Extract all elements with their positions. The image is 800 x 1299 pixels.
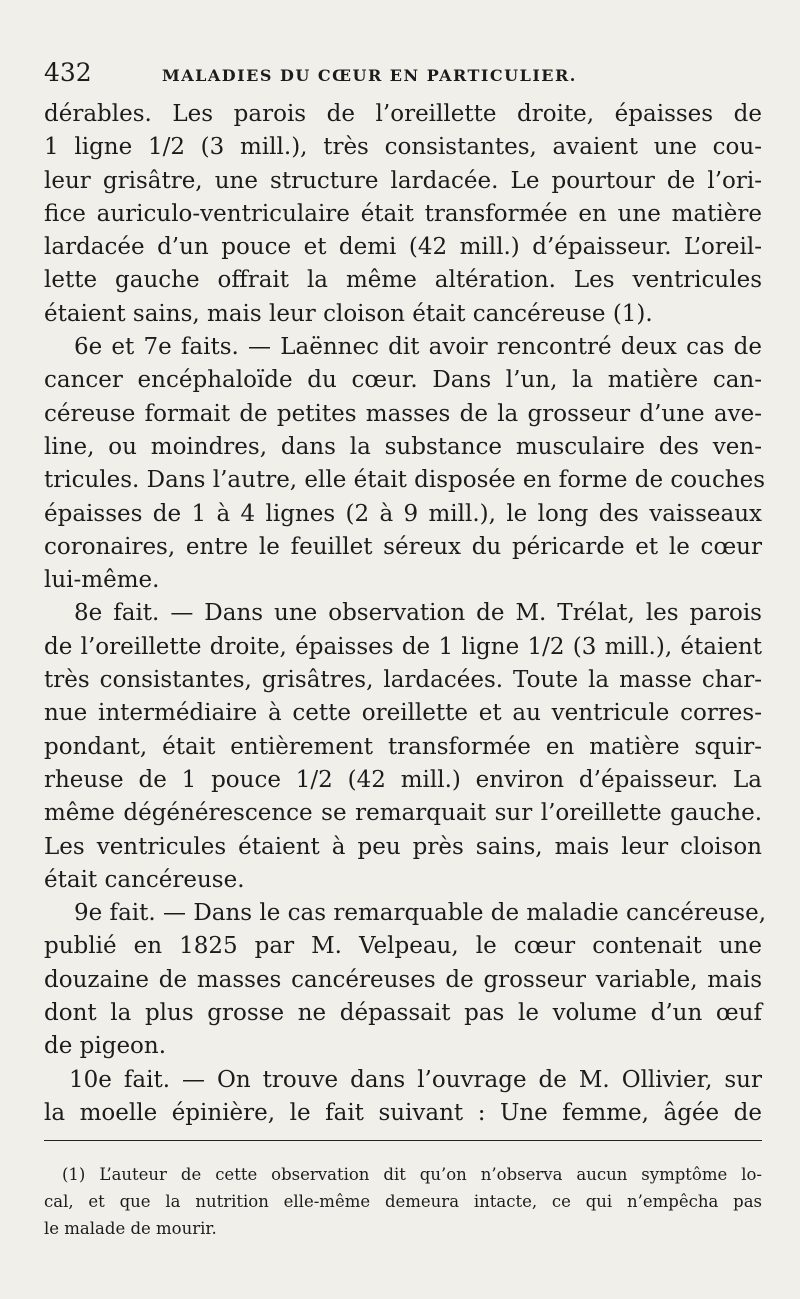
text-line: publié en 1825 par M. Velpeau, le cœur contenait une [44,933,762,960]
text-line: très consistantes, grisâtres, lardacées. Toute la masse char- [44,667,762,694]
paragraph-start-line: 8e fait. — Dans une observation de M. Trélat, les parois [74,600,762,627]
text-line: pondant, était entièrement transformée en matière squir- [44,733,762,760]
text-line: nue intermédiaire à cette oreillette et au ventricule corres- [44,700,762,727]
text-line: lette gauche offrait la même altération. Les ventricules [44,267,762,294]
text-line: leur grisâtre, une structure lardacée. Le pourtour de l’ori- [44,167,762,194]
paragraph-start-line: 9e fait. — Dans le cas remarquable de maladie cancéreuse, [74,900,767,927]
text-line: lardacée d’un pouce et demi (42 mill.) d’épaisseur. L’oreil- [44,234,762,261]
text-line: fice auriculo-ventriculaire était transformée en une matière [44,200,762,227]
text-line: de pigeon. [44,1033,167,1060]
text-line: la moelle épinière, le fait suivant : Une femme, âgée de [44,1099,762,1126]
text-line: même dégénérescence se remarquait sur l’oreillette gauche. [44,800,762,827]
text-line: tricules. Dans l’autre, elle était disposée en forme de couches [44,467,766,494]
paragraph-start-line: 6e et 7e faits. — Laënnec dit avoir rencontré deux cas de [74,334,762,361]
footnote-divider [44,1140,762,1141]
text-line: Les ventricules étaient à peu près sains, mais leur cloison [44,833,762,860]
footnote [44,1161,762,1242]
book-page [44,58,767,1242]
running-title: MALADIES DU CŒUR EN PARTICULIER. [162,66,577,85]
text-line: rheuse de 1 pouce 1/2 (42 mill.) environ d’épaisseur. La [44,766,762,793]
text-line: dérables. Les parois de l’oreillette droite, épaisses de [44,101,762,127]
footnote-line: (1) L’auteur de cette observation dit qu’on n’observa aucun symptôme lo- [62,1165,762,1185]
text-line: céreuse formait de petites masses de la grosseur d’une ave- [44,400,762,427]
text-line: lui-même. [44,567,160,594]
text-line: 1 ligne 1/2 (3 mill.), très consistantes, avaient une cou- [44,134,762,161]
paragraph-start-line: 10e fait. — On trouve dans l’ouvrage de M. Ollivier, sur [69,1066,762,1093]
page-number: 432 [44,58,92,87]
footnote-line: le malade de mourir. [44,1219,217,1239]
text-line: coronaires, entre le feuillet séreux du péricarde et le cœur [44,533,762,560]
text-line: dont la plus grosse ne dépassait pas le volume d’un œuf [44,1000,762,1027]
text-line: douzaine de masses cancéreuses de grosseur variable, mais [44,966,762,993]
page-header [44,58,762,98]
body-text [44,98,767,1130]
text-line: cancer encéphaloïde du cœur. Dans l’un, la matière can- [44,367,762,394]
text-line: était cancéreuse. [44,866,245,893]
text-line: line, ou moindres, dans la substance musculaire des ven- [44,433,762,460]
text-line: étaient sains, mais leur cloison était cancéreuse (1). [44,300,653,327]
text-line: épaisses de 1 à 4 lignes (2 à 9 mill.), le long des vaisseaux [44,500,762,527]
footnote-line: cal, et que la nutrition elle-même demeura intacte, ce qui n’empêcha pas [44,1192,762,1212]
text-line: de l’oreillette droite, épaisses de 1 ligne 1/2 (3 mill.), étaient [44,633,762,660]
